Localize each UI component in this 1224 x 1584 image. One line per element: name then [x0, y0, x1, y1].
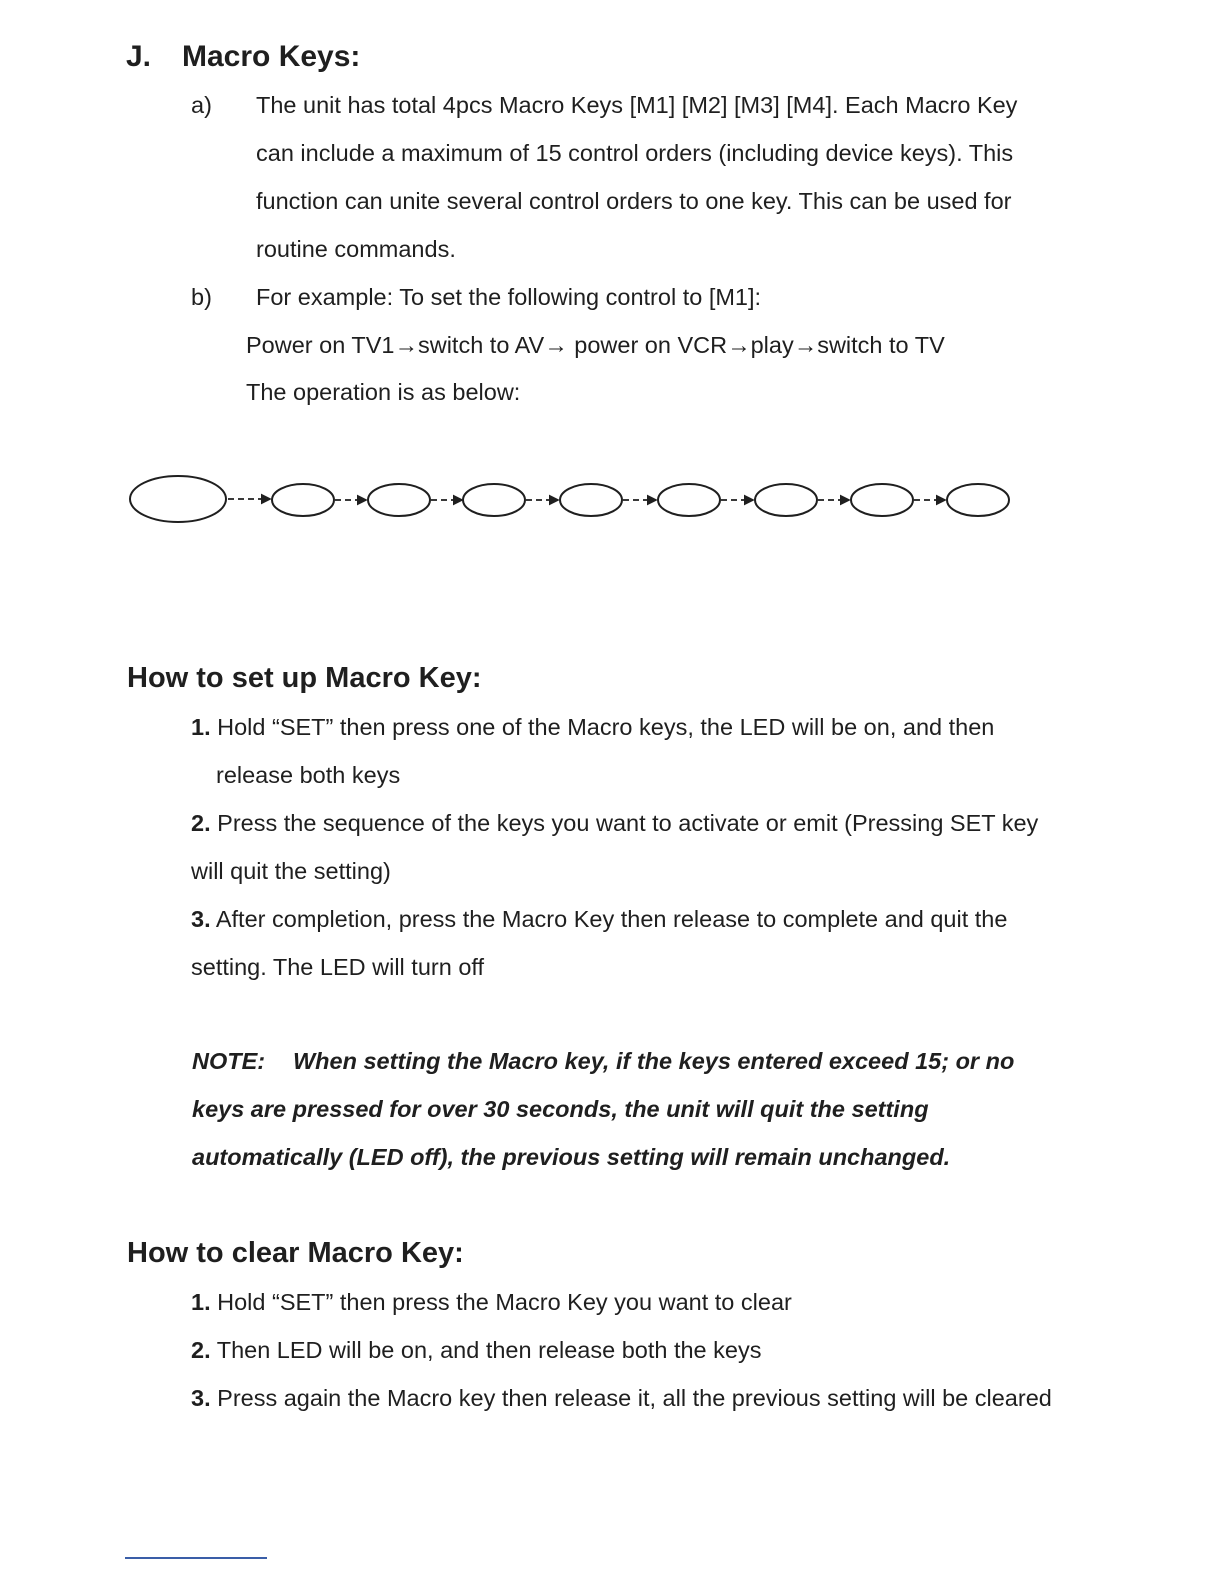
- sequence-key-9: [947, 484, 1009, 516]
- footer-rule: [125, 1557, 267, 1559]
- clear-step-2-number: 2.: [191, 1337, 211, 1363]
- sequence-key-2: [272, 484, 334, 516]
- section-letter: J.: [126, 40, 152, 73]
- clear-title: How to clear Macro Key:: [127, 1237, 464, 1269]
- setup-step-2: [191, 809, 1038, 837]
- sequence-key-1: [130, 476, 226, 522]
- sequence-key-5: [560, 484, 622, 516]
- setup-step-3-cont: setting. The LED will turn off: [191, 954, 485, 980]
- setup-step-3-number: 3.: [191, 906, 211, 932]
- section-title: Macro Keys:: [182, 40, 361, 73]
- sequence-key-6: [658, 484, 720, 516]
- operation-intro: The operation is as below:: [246, 379, 521, 405]
- setup-step-2-cont: will quit the setting): [191, 858, 391, 884]
- setup-step-1: [191, 713, 994, 741]
- note-line-2: keys are pressed for over 30 seconds, the unit will quit the setting: [192, 1096, 929, 1122]
- item-a-line-2: can include a maximum of 15 control orders (including device keys). This: [256, 140, 1014, 166]
- item-a-line-4: routine commands.: [256, 236, 456, 262]
- setup-step-3-text: After completion, press the Macro Key then release to complete and quit the: [215, 906, 1008, 932]
- clear-step-3-text: Press again the Macro key then release it, all the previous setting will be cleared: [217, 1385, 1052, 1411]
- item-a-line-3: function can unite several control orders to one key. This can be used for: [256, 188, 1012, 214]
- sequence-key-8: [851, 484, 913, 516]
- clear-step-1-number: 1.: [191, 1289, 211, 1315]
- clear-step-1-text: Hold “SET” then press the Macro Key you want to clear: [217, 1289, 792, 1315]
- item-a-marker: a): [191, 92, 212, 118]
- sequence-key-3: [368, 484, 430, 516]
- setup-step-1-number: 1.: [191, 714, 211, 740]
- item-a-line-1: The unit has total 4pcs Macro Keys [M1] [M2] [M3] [M4]. Each Macro Key: [256, 92, 1018, 118]
- setup-step-3: [191, 905, 1007, 933]
- macro-sequence-diagram: [0, 460, 1224, 540]
- note-line-1: When setting the Macro key, if the keys entered exceed 15; or no: [293, 1048, 1015, 1074]
- clear-step-2: [191, 1336, 761, 1364]
- setup-step-1-cont: release both keys: [216, 762, 401, 788]
- example-sequence: Power on TV1→switch to AV→ power on VCR→play→switch to TV: [246, 332, 945, 358]
- item-b-marker: b): [191, 284, 212, 310]
- setup-step-1-text: Hold “SET” then press one of the Macro keys, the LED will be on, and then: [217, 714, 995, 740]
- clear-step-2-text: Then LED will be on, and then release both the keys: [216, 1337, 762, 1363]
- setup-title: How to set up Macro Key:: [127, 662, 482, 694]
- clear-step-1: [191, 1288, 792, 1316]
- item-b-line-1: For example: To set the following control to [M1]:: [256, 284, 762, 310]
- clear-step-3: [191, 1384, 1052, 1412]
- sequence-key-4: [463, 484, 525, 516]
- note-label: NOTE:: [192, 1048, 266, 1074]
- sequence-key-7: [755, 484, 817, 516]
- setup-step-2-number: 2.: [191, 810, 211, 836]
- setup-step-2-text: Press the sequence of the keys you want to activate or emit (Pressing SET key: [217, 810, 1039, 836]
- clear-step-3-number: 3.: [191, 1385, 211, 1411]
- note-line-3: automatically (LED off), the previous setting will remain unchanged.: [192, 1144, 951, 1170]
